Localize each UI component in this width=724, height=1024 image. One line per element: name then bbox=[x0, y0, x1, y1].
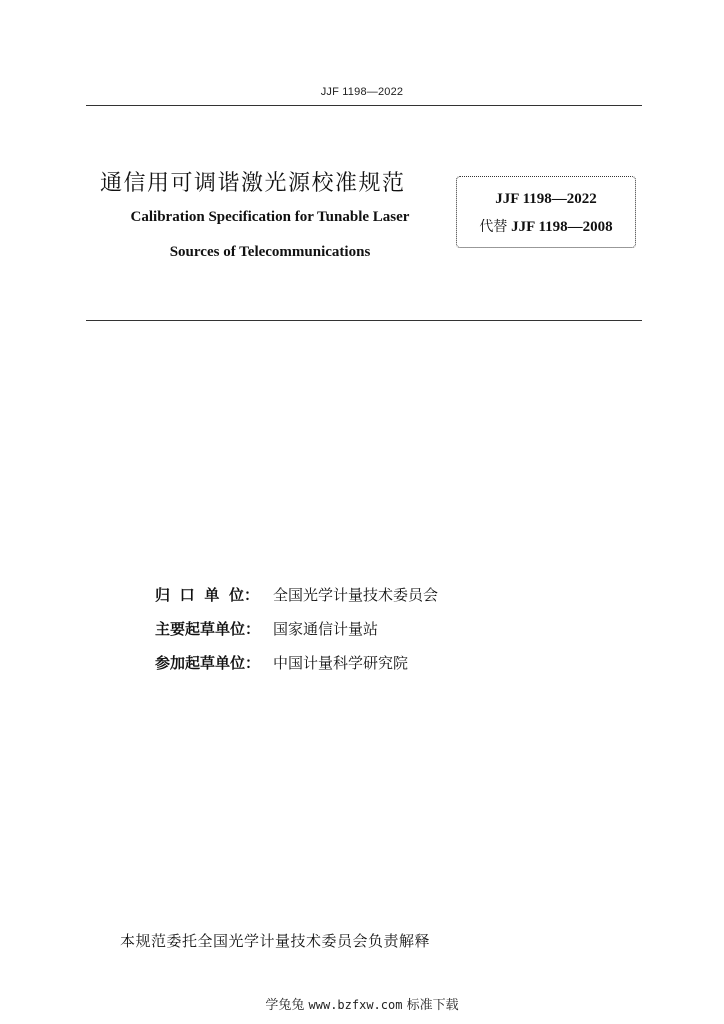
unit-label-main-drafter: 主要起草单位： bbox=[155, 620, 261, 638]
watermark-url: www.bzfxw.com bbox=[308, 998, 403, 1012]
title-chinese: 通信用可调谐激光源校准规范 bbox=[100, 171, 406, 196]
unit-value-participating-drafter: 中国计量科学研究院 bbox=[273, 654, 409, 672]
unit-label-char: 口 bbox=[179, 586, 195, 604]
replaces-code bbox=[457, 216, 635, 236]
unit-label-char: 位： bbox=[228, 586, 259, 604]
standard-code-box bbox=[456, 176, 636, 248]
watermark-suffix: 标准下载 bbox=[406, 998, 459, 1013]
bottom-divider bbox=[86, 320, 642, 321]
unit-row-main-drafter bbox=[155, 618, 438, 652]
title-english-line1: Calibration Specification for Tunable Laser bbox=[130, 209, 410, 225]
header-standard-code: JJF 1198—2022 bbox=[320, 86, 404, 98]
watermark-site: 学兔兔 bbox=[265, 998, 305, 1013]
standard-code: JJF 1198—2022 bbox=[495, 191, 597, 207]
watermark bbox=[0, 994, 724, 1013]
unit-row-participating-drafter bbox=[155, 652, 438, 686]
replaces-code-value: JJF 1198—2008 bbox=[511, 219, 613, 235]
unit-label-char: 归 bbox=[155, 586, 171, 604]
unit-label-char: 单 bbox=[204, 586, 220, 604]
title-english-line2: Sources of Telecommunications bbox=[169, 244, 371, 260]
replaces-prefix: 代替 bbox=[479, 219, 508, 235]
drafting-units bbox=[155, 584, 438, 686]
unit-label-responsible bbox=[155, 584, 259, 605]
unit-row-responsible bbox=[155, 584, 438, 618]
unit-value-main-drafter: 国家通信计量站 bbox=[273, 620, 379, 638]
top-divider bbox=[86, 105, 642, 106]
unit-value-responsible: 全国光学计量技术委员会 bbox=[273, 586, 439, 604]
unit-label-participating-drafter: 参加起草单位： bbox=[155, 654, 261, 672]
interpretation-note: 本规范委托全国光学计量技术委员会负责解释 bbox=[120, 932, 431, 950]
